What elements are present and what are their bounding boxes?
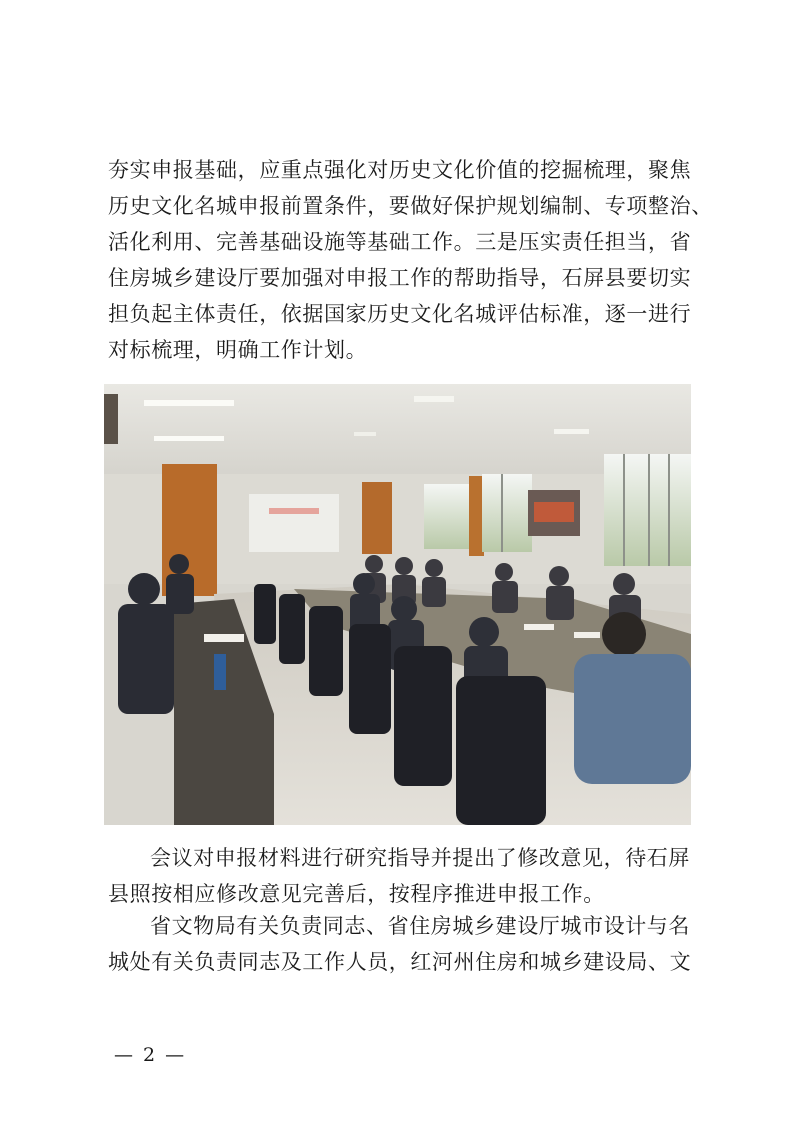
paragraph-1: [108, 152, 713, 368]
meeting-room-photo: [104, 384, 691, 825]
text-line: 住房城乡建设厅要加强对申报工作的帮助指导，石屏县要切实: [108, 266, 692, 290]
text-line: 省文物局有关负责同志、省住房城乡建设厅城市设计与名: [150, 914, 690, 938]
text-line: 担负起主体责任，依据国家历史文化名城评估标准，逐一进行: [108, 302, 692, 326]
text-line: 历史文化名城申报前置条件，要做好保护规划编制、专项整治、: [108, 194, 713, 218]
text-line: 城处有关负责同志及工作人员，红河州住房和城乡建设局、文: [108, 950, 692, 974]
text-line: 会议对申报材料进行研究指导并提出了修改意见，待石屏: [150, 846, 690, 870]
paragraph-3: [108, 908, 693, 980]
text-line: 县照按相应修改意见完善后，按程序推进申报工作。: [108, 882, 605, 906]
paragraph-2: [108, 840, 693, 912]
text-line: 对标梳理，明确工作计划。: [108, 338, 368, 362]
text-line: 活化利用、完善基础设施等基础工作。三是压实责任担当，省: [108, 230, 692, 254]
page-number: — 2 —: [114, 1044, 187, 1066]
text-line: 夯实申报基础，应重点强化对历史文化价值的挖掘梳理，聚焦: [108, 158, 692, 182]
